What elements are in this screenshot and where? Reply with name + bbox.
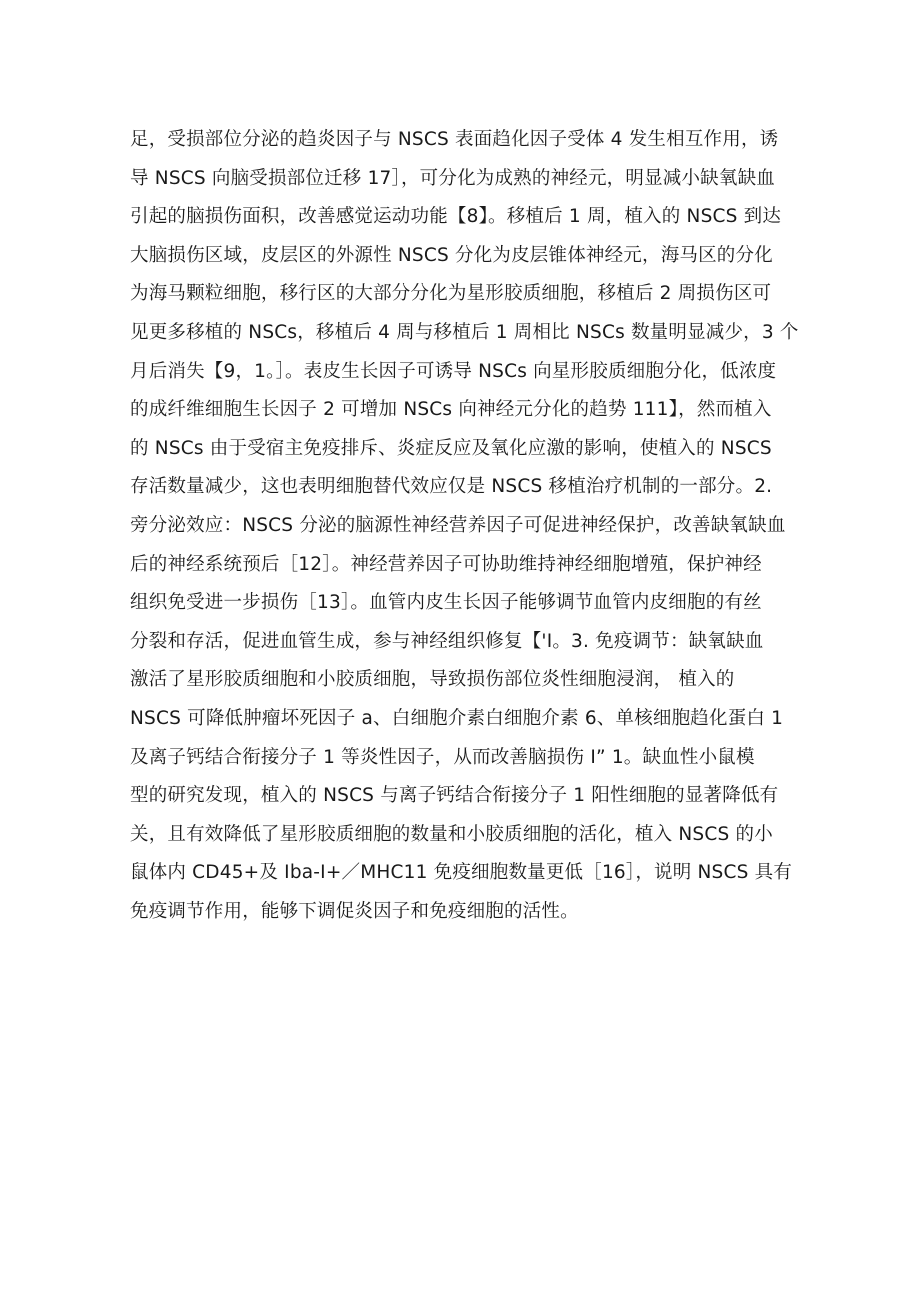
text-line-7: 月后消失【9，1。］。表皮生长因子可诱导 NSCs 向星形胶质细胞分化，低浓度 [130, 360, 777, 382]
text-line-1: 足，受损部位分泌的趋炎因子与 NSCS 表面趋化因子受体 4 发生相互作用，诱 [130, 129, 779, 150]
body-paragraph [130, 121, 830, 931]
text-line-14: 分裂和存活，促进血管生成，参与神经组织修复【'I。3. 免疫调节：缺氧缺血 [130, 630, 764, 652]
text-line-18: 型的研究发现，植入的 NSCS 与离子钙结合衔接分子 1 阳性细胞的显著降低有 [130, 785, 779, 807]
text-line-10: 存活数量减少，这也表明细胞替代效应仅是 NSCS 移植治疗机制的一部分。2. [130, 476, 773, 498]
text-line-2: 导 NSCS 向脑受损部位迁移 17］，可分化为成熟的神经元，明显减小缺氧缺血 [130, 167, 775, 189]
text-line-3: 引起的脑损伤面积，改善感觉运动功能【8】。移植后 1 周，植入的 NSCS 到达 [130, 206, 782, 228]
text-line-11: 旁分泌效应：NSCS 分泌的脑源性神经营养因子可促进神经保护，改善缺氧缺血 [130, 514, 786, 536]
text-line-20: 鼠体内 CD45+及 Iba-I+／MHC11 免疫细胞数量更低［16］，说明 NSCS 具有 [130, 862, 793, 884]
text-line-6: 见更多移植的 NSCs，移植后 4 周与移植后 1 周相比 NSCs 数量明显减少，3 个 [130, 321, 799, 343]
text-line-4: 大脑损伤区域，皮层区的外源性 NSCS 分化为皮层锥体神经元，海马区的分化 [130, 244, 773, 266]
text-line-16: NSCS 可降低肿瘤坏死因子 a、白细胞介素白细胞介素 6、单核细胞趋化蛋白 1 [130, 707, 784, 729]
text-line-13: 组织免受进一步损伤［13］。血管内皮生长因子能够调节血管内皮细胞的有丝 [130, 592, 762, 614]
text-line-19: 关，且有效降低了星形胶质细胞的数量和小胶质细胞的活化，植入 NSCS 的小 [130, 823, 773, 845]
text-line-5: 为海马颗粒细胞，移行区的大部分分化为星形胶质细胞，移植后 2 周损伤区可 [130, 283, 772, 305]
text-line-8: 的成纤维细胞生长因子 2 可增加 NSCs 向神经元分化的趋势 111】，然而植入 [130, 399, 772, 421]
text-line-9: 的 NSCs 由于受宿主免疫排斥、炎症反应及氧化应激的影响，使植入的 NSCS [130, 437, 772, 459]
text-line-15: 激活了星形胶质细胞和小胶质细胞，导致损伤部位炎性细胞浸润， 植入的 [130, 669, 735, 691]
text-line-12: 后的神经系统预后［12］。神经营养因子可协助维持神经细胞增殖，保护神经 [130, 553, 762, 575]
text-line-17: 及离子钙结合衔接分子 1 等炎性因子，从而改善脑损伤 I” 1。缺血性小鼠模 [130, 746, 755, 768]
text-line-21: 免疫调节作用，能够下调促炎因子和免疫细胞的活性。 [130, 900, 579, 922]
